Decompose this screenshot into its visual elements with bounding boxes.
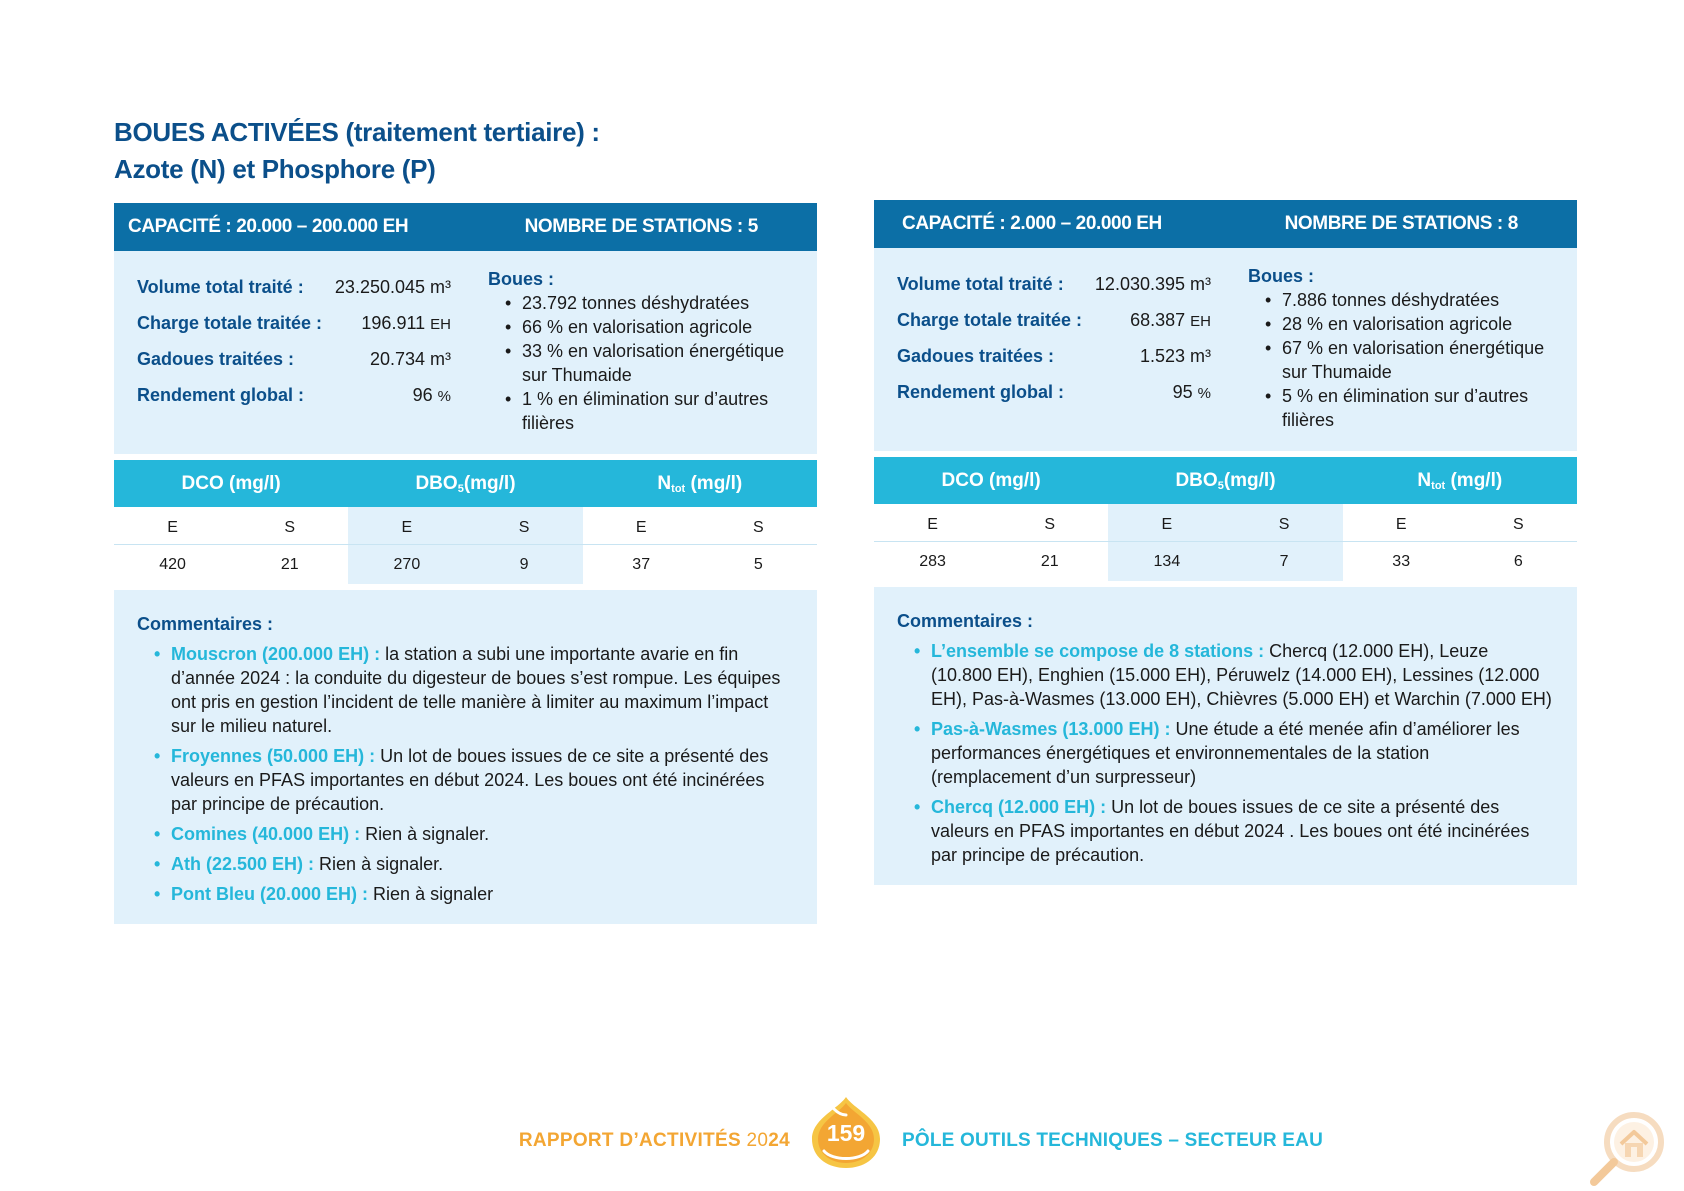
station-count-label: NOMBRE DE STATIONS : 5 [524, 216, 758, 237]
boues-title: Boues : [1248, 266, 1315, 286]
dco-header: DCO (mg/l) [181, 472, 281, 494]
capacity-header [874, 200, 1577, 248]
footer-report-label: RAPPORT D’ACTIVITÉS [518, 1130, 747, 1151]
comment-heading: L’ensemble se compose de 8 stations : [931, 641, 1265, 661]
comment-heading: Ath (22.500 EH) : [171, 854, 315, 874]
boues-block [1248, 264, 1568, 432]
boues-list [488, 291, 808, 435]
entry-exit-row [874, 504, 1577, 542]
boues-item: • 23.792 tonnes déshydratées [488, 291, 808, 315]
boues-item: • 7.886 tonnes déshydratées [1248, 288, 1568, 312]
es-cell: S [1460, 504, 1577, 542]
charge-label: Charge totale traitée : [897, 310, 1083, 330]
volume-value: 23.250.045 m³ [334, 277, 451, 297]
value-cell: 9 [465, 545, 582, 584]
comment-text: Chercq (12.000 EH), Leuze (10.800 EH), Enghien (15.000 EH), Péruwelz (14.000 EH), Lessines (12.000 EH), Pas-à-Wasmes (13.000 EH), Chièvres (5.000 EH) et Warchin (7.000 EH) [931, 641, 1552, 709]
comments-list [137, 642, 793, 906]
stats-block [114, 251, 817, 454]
dbo-header [348, 473, 582, 495]
comment-text: Une étude a été menée afin d’améliorer les performances énergétiques et environnementales de la station (remplacement d’un surpresseur) [931, 719, 1520, 787]
charge-number: 68.387 [1130, 310, 1186, 330]
es-cell: E [874, 504, 991, 542]
es-cell: S [231, 507, 348, 545]
comments-block [874, 587, 1577, 885]
value-cell: 283 [919, 553, 946, 570]
panel-large-stations [114, 203, 817, 924]
comment-heading: Mouscron (200.000 EH) : [171, 644, 381, 664]
page-title [114, 114, 914, 188]
es-cell: E [583, 507, 700, 545]
comment-item [137, 882, 793, 906]
boues-item: • 67 % en valorisation énergétique sur Thumaide [1248, 336, 1568, 384]
comment-item [137, 642, 793, 738]
boues-title: Boues : [488, 269, 555, 289]
comment-item [137, 744, 793, 816]
comment-item [897, 717, 1553, 789]
es-cell: S [465, 507, 582, 545]
comment-item [137, 822, 793, 846]
charge-number: 196.911 [361, 313, 426, 333]
comments-list [897, 639, 1553, 867]
value-cell: 5 [753, 556, 763, 573]
comment-text: la station a subi une importante avarie en fin d’année 2024 : la conduite du digesteur de boues s’est rompue. Les équipes ont pris en gestion l’incident de telle manière à limiter au maximum l’impact sur le milieu naturel. [171, 644, 781, 736]
gadoues-label: Gadoues traitées : [137, 349, 295, 369]
ntot-header [1343, 470, 1577, 492]
dbo-label: DBO [415, 472, 458, 494]
dbo-unit: (mg/l) [463, 472, 516, 494]
es-cell: E [114, 507, 231, 545]
comments-title: Commentaires : [897, 611, 1034, 631]
comment-text: Rien à signaler [368, 884, 494, 904]
dbo-header [1108, 470, 1342, 492]
value-cell: 21 [1040, 553, 1059, 570]
value-cell: 7 [1225, 542, 1342, 581]
ntot-subscript: tot [671, 482, 686, 495]
es-cell: S [700, 507, 817, 545]
footer-year-part2: 24 [768, 1130, 790, 1151]
dbo-label: DBO [1175, 469, 1218, 491]
house-search-icon [1588, 1108, 1668, 1188]
comments-block [114, 590, 817, 924]
measures-header [114, 460, 817, 507]
volume-value: 12.030.395 m³ [1094, 274, 1211, 294]
charge-value [361, 313, 451, 334]
page-title-line2: Azote (N) et Phosphore (P) [114, 154, 436, 184]
page-title-line1: BOUES ACTIVÉES (traitement tertiaire) : [114, 117, 600, 147]
measures-header [874, 457, 1577, 504]
dbo-subscript: 5 [1217, 479, 1224, 492]
gadoues-label: Gadoues traitées : [897, 346, 1055, 366]
boues-item: • 28 % en valorisation agricole [1248, 312, 1568, 336]
ntot-label: N [1417, 469, 1432, 491]
boues-list [1248, 288, 1568, 432]
boues-block [488, 267, 808, 435]
rendement-number: 96 [412, 385, 433, 405]
rendement-unit: % [1197, 385, 1211, 402]
comment-text: Un lot de boues issues de ce site a présenté des valeurs en PFAS importantes en début 2024. Les boues ont été incinérées par principe de précaution. [171, 746, 769, 814]
es-cell: E [1108, 504, 1225, 542]
es-cell: E [1343, 504, 1460, 542]
gadoues-value: 20.734 m³ [369, 349, 451, 369]
ntot-header [583, 473, 817, 495]
rendement-label: Rendement global : [897, 382, 1065, 402]
charge-unit: EH [430, 316, 451, 333]
rendement-unit: % [437, 388, 451, 405]
house-search-svg [1588, 1108, 1668, 1188]
station-count-label: NOMBRE DE STATIONS : 8 [1284, 213, 1518, 234]
comment-heading: Chercq (12.000 EH) : [931, 797, 1107, 817]
es-cell: S [1225, 504, 1342, 542]
ntot-label: N [657, 472, 672, 494]
dco-header: DCO (mg/l) [941, 469, 1041, 491]
capacity-header [114, 203, 817, 251]
footer-section-title: PÔLE OUTILS TECHNIQUES – SECTEUR EAU [902, 1130, 1324, 1151]
value-cell: 37 [632, 556, 651, 573]
charge-label: Charge totale traitée : [137, 313, 323, 333]
panel-small-stations [874, 200, 1577, 885]
ntot-unit: (mg/l) [1445, 469, 1503, 491]
comment-heading: Froyennes (50.000 EH) : [171, 746, 376, 766]
rendement-value [1173, 382, 1211, 403]
comment-text: Un lot de boues issues de ce site a présenté des valeurs en PFAS importantes en début 2024 . Les boues ont été incinérées par principe de précaution. [931, 797, 1530, 865]
value-cell: 33 [1392, 553, 1411, 570]
measures-table [114, 460, 817, 584]
volume-label: Volume total traité : [897, 274, 1064, 294]
charge-unit: EH [1190, 313, 1211, 330]
comment-heading: Pas-à-Wasmes (13.000 EH) : [931, 719, 1171, 739]
volume-label: Volume total traité : [137, 277, 304, 297]
values-row [874, 542, 1577, 581]
gadoues-value: 1.523 m³ [1139, 346, 1211, 366]
comment-heading: Pont Bleu (20.000 EH) : [171, 884, 369, 904]
measures-table [874, 457, 1577, 581]
comment-item [897, 639, 1553, 711]
comments-title: Commentaires : [137, 614, 274, 634]
es-cell: S [991, 504, 1108, 542]
water-drop-icon [810, 1095, 882, 1169]
comment-item [897, 795, 1553, 867]
footer-year-part1: 20 [746, 1130, 769, 1151]
boues-item: • 33 % en valorisation énergétique sur Thumaide [488, 339, 808, 387]
comment-item [137, 852, 793, 876]
rendement-number: 95 [1172, 382, 1193, 402]
ntot-subscript: tot [1431, 479, 1446, 492]
rendement-value [413, 385, 451, 406]
value-cell: 6 [1513, 553, 1523, 570]
rendement-label: Rendement global : [137, 385, 305, 405]
capacity-label: CAPACITÉ : 20.000 – 200.000 EH [128, 216, 409, 237]
value-cell: 21 [280, 556, 299, 573]
es-cell: E [348, 507, 465, 545]
boues-item: • 1 % en élimination sur d’autres filières [488, 387, 808, 435]
dbo-subscript: 5 [457, 482, 464, 495]
boues-item: • 66 % en valorisation agricole [488, 315, 808, 339]
value-cell: 270 [348, 545, 465, 584]
page-number: 159 [826, 1120, 866, 1146]
values-row [114, 545, 817, 584]
charge-value [1130, 310, 1211, 331]
entry-exit-row [114, 507, 817, 545]
boues-item: • 5 % en élimination sur d’autres filières [1248, 384, 1568, 432]
value-cell: 420 [159, 556, 186, 573]
footer-report-title [0, 1130, 790, 1152]
capacity-label: CAPACITÉ : 2.000 – 20.000 EH [902, 213, 1162, 234]
comment-heading: Comines (40.000 EH) : [171, 824, 361, 844]
comment-text: Rien à signaler. [360, 824, 490, 844]
ntot-unit: (mg/l) [685, 472, 743, 494]
stats-block [874, 248, 1577, 451]
value-cell: 134 [1108, 542, 1225, 581]
comment-text: Rien à signaler. [314, 854, 444, 874]
dbo-unit: (mg/l) [1223, 469, 1276, 491]
